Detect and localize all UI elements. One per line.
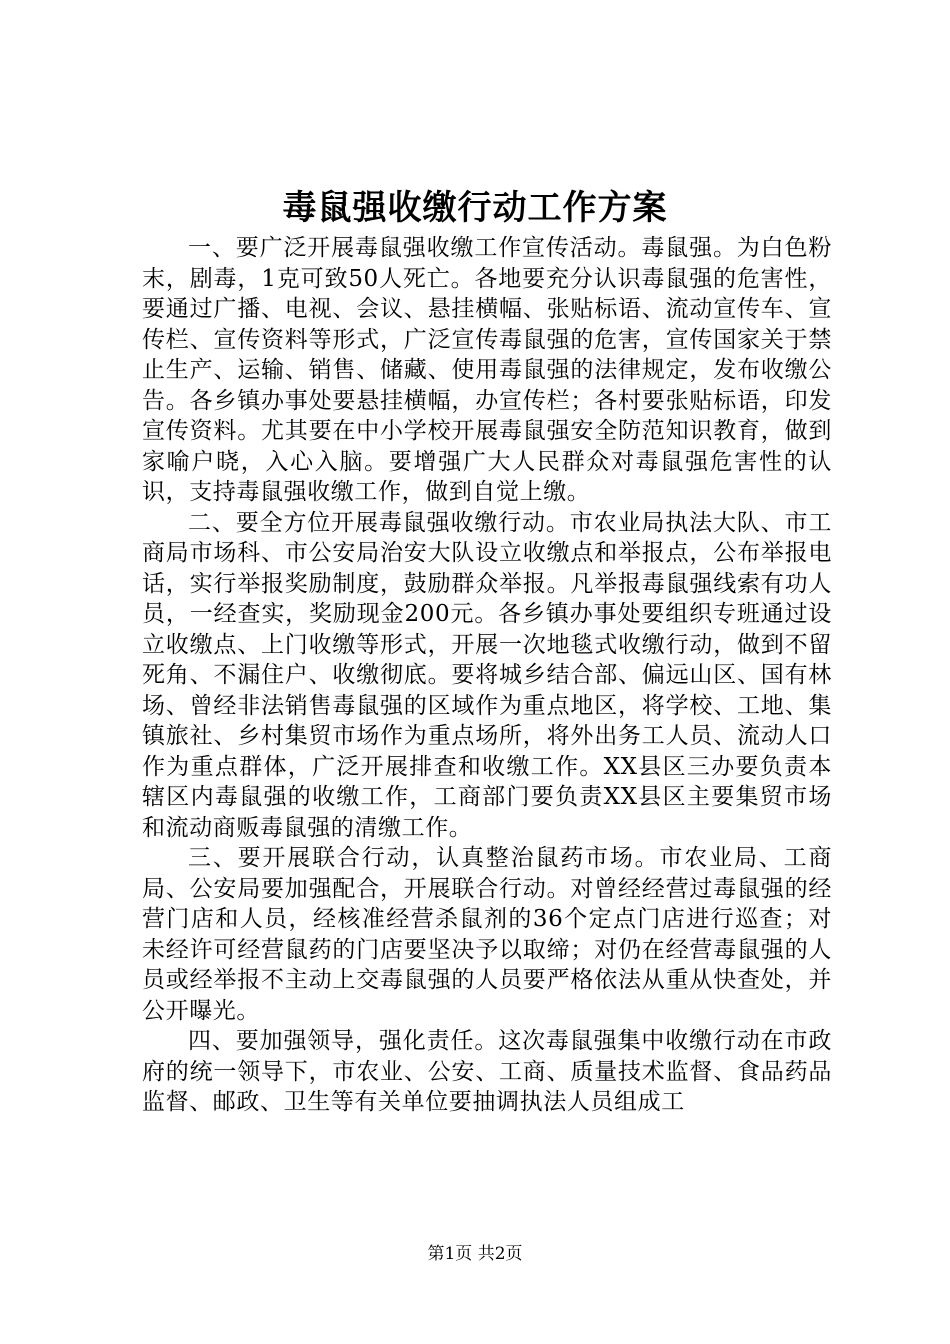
paragraph-2: 二、要全方位开展毒鼠强收缴行动。市农业局执法大队、市工商局市场科、市公安局治安大队设立收缴点和举报点，公布举报电话，实行举报奖励制度，鼓励群众举报。凡举报毒鼠强线索有功人员，一经查实，奖励现金200元。各乡镇办事处要组织专班通过设立收缴点、上门收缴等形式，开展一次地毯式收缴行动，做到不留死角、不漏住户、收缴彻底。要将城乡结合部、偏远山区、国有林场、曾经非法销售毒鼠强的区域作为重点地区，将学校、工地、集镇旅社、乡村集贸市场作为重点场所，将外出务工人员、流动人口作为重点群体，广泛开展排查和收缴工作。XX县区三办要负责本辖区内毒鼠强的收缴工作，工商部门要负责XX县区主要集贸市场和流动商贩毒鼠强的清缴工作。 <box>142 509 832 841</box>
paragraph-3: 三、要开展联合行动，认真整治鼠药市场。市农业局、工商局、公安局要加强配合，开展联合行动。对曾经经营过毒鼠强的经营门店和人员，经核准经营杀鼠剂的36个定点门店进行巡查；对未经许可经营鼠药的门店要坚决予以取缔；对仍在经营毒鼠强的人员或经举报不主动上交毒鼠强的人员要严格依法从重从快查处，并公开曝光。 <box>142 845 832 1024</box>
page-number-footer: 第1页 共2页 <box>427 1244 523 1264</box>
document-title: 毒鼠强收缴行动工作方案 <box>282 188 668 228</box>
paragraph-4: 四、要加强领导，强化责任。这次毒鼠强集中收缴行动在市政府的统一领导下，市农业、公安、工商、质量技术监督、食品药品监督、邮政、卫生等有关单位要抽调执法人员组成工 <box>142 1028 832 1115</box>
document-body <box>142 233 832 1178</box>
paragraph-1: 一、要广泛开展毒鼠强收缴工作宣传活动。毒鼠强。为白色粉末，剧毒，1克可致50人死亡。各地要充分认识毒鼠强的危害性，要通过广播、电视、会议、悬挂横幅、张贴标语、流动宣传车、宣传栏、宣传资料等形式，广泛宣传毒鼠强的危害，宣传国家关于禁止生产、运输、销售、储藏、使用毒鼠强的法律规定，发布收缴公告。各乡镇办事处要悬挂横幅，办宣传栏；各村要张贴标语，印发宣传资料。尤其要在中小学校开展毒鼠强安全防范知识教育，做到家喻户晓，入心入脑。要增强广大人民群众对毒鼠强危害性的认识，支持毒鼠强收缴工作，做到自觉上缴。 <box>142 235 832 505</box>
